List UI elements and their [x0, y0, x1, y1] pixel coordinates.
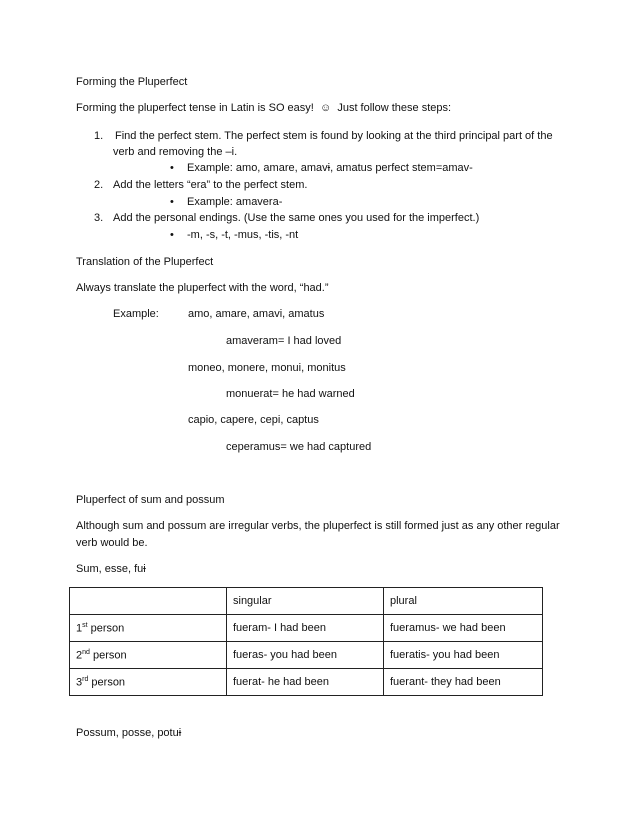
- bullet-dot: •: [170, 162, 174, 174]
- possum-principal-parts: [76, 727, 181, 739]
- sum-parts-strike: i: [143, 563, 146, 575]
- step-3-text: Add the personal endings. (Use the same ones you used for the imperfect.): [113, 212, 480, 224]
- person-ordinal: st: [82, 621, 88, 629]
- intro-paragraph: [76, 102, 451, 114]
- table-header-plural: plural: [384, 588, 543, 615]
- step-2-number: 2.: [94, 179, 104, 191]
- table-header-row: [70, 588, 543, 615]
- example-3-parts: capio, capere, cepi, captus: [188, 414, 319, 426]
- step-1-text: Find the perfect stem. The perfect stem is found by looking at the third principal part of the: [115, 130, 553, 142]
- step-1-example-strike: i: [327, 162, 331, 174]
- heading-sum-possum: Pluperfect of sum and possum: [76, 494, 225, 506]
- plural-cell: fuerant- they had been: [384, 669, 543, 696]
- example-3-form: ceperamus= we had captured: [226, 441, 372, 453]
- intro-tail-text: Just follow these steps:: [337, 102, 452, 114]
- person-cell: [70, 642, 227, 669]
- person-number: 2: [76, 649, 83, 662]
- possum-parts-text: Possum, posse, potu: [76, 727, 179, 739]
- singular-cell: fueram- I had been: [227, 615, 384, 642]
- step-2-text: Add the letters “era” to the perfect stem.: [113, 179, 308, 191]
- step-1-example-tail: , amatus perfect stem=amav-: [330, 162, 473, 174]
- step-1-example-text: Example: amo, amare, amav: [187, 162, 328, 174]
- irregular-line-1: Although sum and possum are irregular verbs, the pluperfect is still formed just as any other regular: [76, 520, 560, 532]
- smiley-icon: ☺: [319, 102, 332, 114]
- step-2-example: Example: amavera-: [187, 196, 283, 208]
- person-ordinal: rd: [82, 675, 89, 683]
- singular-cell: fueras- you had been: [227, 642, 384, 669]
- example-label: Example:: [113, 308, 159, 320]
- plural-cell: fueramus- we had been: [384, 615, 543, 642]
- step-1-example: [187, 162, 473, 174]
- singular-cell: fuerat- he had been: [227, 669, 384, 696]
- table-header-cell: [70, 588, 227, 615]
- person-cell: [70, 669, 227, 696]
- person-ordinal: nd: [82, 648, 90, 656]
- sum-principal-parts: [76, 563, 146, 575]
- person-label: person: [89, 649, 127, 662]
- translate-rule: Always translate the pluperfect with the word, “had.”: [76, 282, 329, 294]
- step-3-example: -m, -s, -t, -mus, -tis, -nt: [187, 229, 299, 241]
- example-1-form: amaveram= I had loved: [226, 335, 342, 347]
- sum-parts-text: Sum, esse, fu: [76, 563, 144, 575]
- step-1-number: 1.: [94, 130, 104, 142]
- table-row: [70, 615, 543, 642]
- possum-parts-strike: i: [178, 727, 182, 739]
- step-1-text-cont: verb and removing the –i.: [113, 146, 238, 158]
- example-2-form: monuerat= he had warned: [226, 388, 355, 400]
- table-row: [70, 642, 543, 669]
- bullet-dot: •: [170, 229, 174, 241]
- example-1-parts: amo, amare, amavi, amatus: [188, 308, 325, 320]
- table-header-singular: singular: [227, 588, 384, 615]
- irregular-line-2: verb would be.: [76, 537, 148, 549]
- person-cell: [70, 615, 227, 642]
- example-2-parts: moneo, monere, monui, monitus: [188, 362, 346, 374]
- plural-cell: fueratis- you had been: [384, 642, 543, 669]
- bullet-dot: •: [170, 196, 174, 208]
- person-label: person: [88, 676, 126, 689]
- person-label: person: [87, 622, 125, 635]
- step-3-number: 3.: [94, 212, 104, 224]
- person-number: 3: [76, 676, 83, 689]
- table-row: [70, 669, 543, 696]
- sum-conjugation-table: [69, 587, 543, 696]
- heading-translation: Translation of the Pluperfect: [76, 256, 214, 268]
- intro-text: Forming the pluperfect tense in Latin is SO easy!: [76, 102, 314, 114]
- heading-forming: Forming the Pluperfect: [76, 76, 188, 88]
- person-number: 1: [76, 622, 83, 635]
